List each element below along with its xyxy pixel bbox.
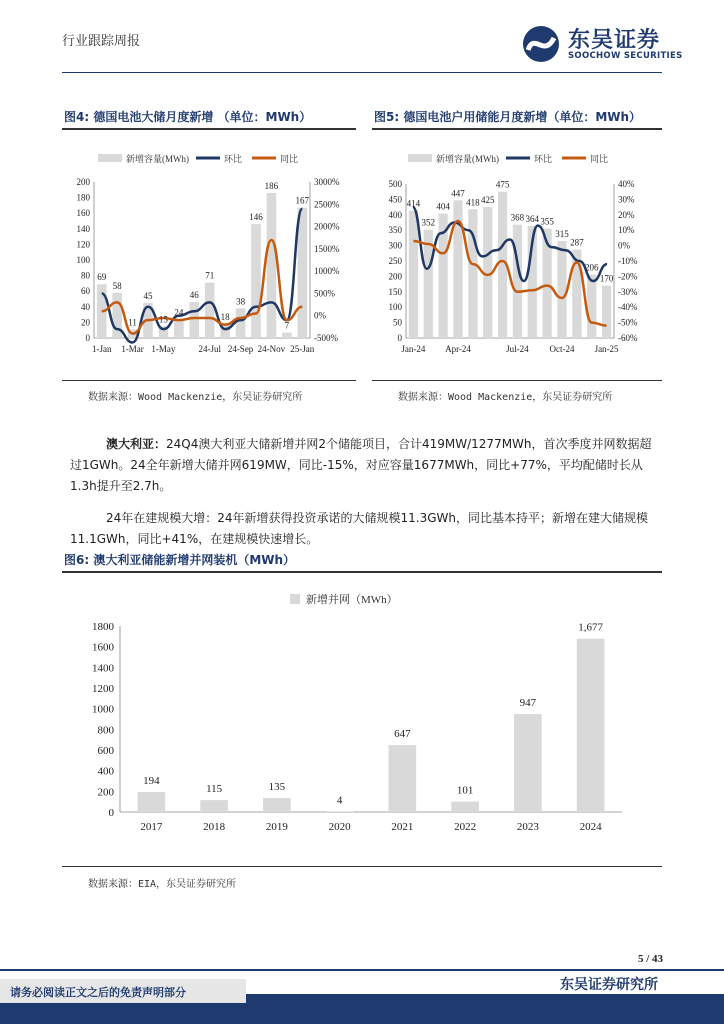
data-label: 404 [436, 201, 450, 212]
y-tick-left: 140 [76, 223, 90, 234]
fig4-source: 数据来源：Wood Mackenzie，东吴证券研究所 [88, 392, 303, 403]
fig6-title: 图6: 澳大利亚储能新增并网装机（MWh） [64, 553, 296, 567]
y-tick-right: 2500% [314, 199, 340, 210]
y-tick-left: 80 [81, 270, 90, 281]
data-label: 355 [540, 216, 554, 227]
data-label: 194 [143, 774, 160, 787]
bar [263, 798, 291, 812]
fig4-top-rule [62, 128, 356, 130]
x-tick-label: 2024 [579, 821, 602, 833]
y-tick-left: 500 [388, 179, 402, 189]
y-tick-right: 3000% [314, 177, 340, 187]
data-label: 46 [189, 290, 199, 301]
x-tick-label: 24-Nov [257, 344, 286, 354]
x-tick-label: 2020 [328, 821, 351, 833]
y-tick-right: 30% [618, 194, 635, 205]
data-label: 364 [525, 213, 540, 224]
data-label: 475 [495, 179, 510, 190]
y-tick: 1200 [92, 683, 114, 695]
y-tick-right: -10% [618, 256, 638, 266]
y-tick-left: 200 [388, 271, 402, 282]
legend-bar-swatch [98, 154, 122, 162]
bar [282, 333, 292, 338]
x-tick-label: Jan-24 [401, 344, 426, 354]
y-tick-right: -30% [618, 286, 638, 297]
footer-divider [0, 969, 724, 971]
bar [514, 714, 542, 812]
y-tick: 1400 [92, 662, 114, 675]
y-tick-right: 0% [618, 240, 630, 251]
data-label: 186 [264, 180, 279, 191]
fig5-chart [372, 140, 664, 360]
x-tick-label: 2017 [140, 821, 163, 833]
x-tick-label: 2018 [203, 821, 226, 833]
fig5-title: 图5: 德国电池户用储能月度新增（单位：MWh） [374, 110, 642, 124]
x-tick-label: 24-Sep [227, 344, 254, 354]
header-divider [62, 72, 662, 73]
data-label: 170 [599, 273, 614, 284]
x-tick-label: 2021 [391, 821, 414, 833]
y-tick: 200 [97, 786, 114, 799]
legend-mom-label: 环比 [224, 154, 243, 164]
bar [267, 193, 277, 338]
y-tick: 0 [108, 807, 114, 819]
data-label: 167 [295, 195, 310, 206]
footer-org: 东吴证券研究所 [560, 977, 658, 993]
y-tick-right: 2000% [314, 221, 340, 232]
data-label: 58 [112, 280, 122, 291]
x-tick-label: 25-Jan [290, 344, 315, 354]
x-tick-label: 2019 [265, 821, 288, 833]
data-label: 115 [206, 783, 223, 796]
data-label: 647 [394, 728, 411, 741]
bar [409, 210, 418, 338]
data-label: 1,677 [578, 621, 603, 634]
y-tick: 800 [97, 724, 114, 737]
legend-yoy-label: 同比 [590, 154, 609, 164]
x-tick-label: Jul-24 [506, 344, 529, 354]
legend-yoy-label: 同比 [280, 154, 299, 164]
y-tick-left: 350 [388, 225, 402, 236]
fig4-title: 图4: 德国电池大储月度新增 （单位：MWh） [64, 110, 312, 124]
bar [200, 800, 228, 812]
data-label: 368 [510, 212, 525, 223]
soochow-logo-icon [520, 24, 562, 64]
y-tick: 1000 [92, 703, 114, 716]
fig5-source: 数据来源：Wood Mackenzie，东吴证券研究所 [398, 392, 613, 403]
y-tick-right: -40% [618, 302, 638, 313]
footer-bar-left [0, 1003, 246, 1024]
fig4-chart [62, 140, 362, 360]
y-tick-left: 20 [81, 317, 90, 328]
y-tick-right: -20% [618, 271, 638, 282]
data-label: 18 [220, 311, 230, 322]
x-tick-label: Oct-24 [549, 344, 575, 354]
data-label: 101 [456, 784, 474, 797]
data-label: 425 [480, 195, 495, 206]
bar [190, 302, 200, 338]
y-tick-left: 60 [81, 286, 90, 297]
legend-bar-label: 新增容量(MWh) [126, 154, 189, 164]
y-tick-left: 200 [76, 177, 90, 187]
data-label: 71 [205, 270, 215, 281]
fig6-top-rule [62, 571, 662, 573]
fig6-chart [62, 580, 662, 840]
data-label: 7 [284, 320, 290, 331]
legend-label: 新增并网（MWh） [306, 594, 398, 606]
y-tick-left: 0 [85, 333, 90, 343]
fig6-source: 数据来源：EIA，东吴证券研究所 [88, 879, 237, 890]
data-label: 206 [584, 262, 599, 273]
data-label: 15 [158, 314, 168, 325]
x-tick-label: 1-May [151, 344, 176, 354]
bar [513, 225, 522, 338]
bar [138, 792, 166, 812]
legend-mom-label: 环比 [534, 154, 553, 164]
y-tick-left: 100 [388, 302, 402, 313]
bar [602, 286, 611, 338]
data-label: 135 [268, 781, 286, 794]
legend-bar-swatch [408, 154, 432, 162]
y-tick-left: 50 [393, 317, 402, 328]
data-label: 287 [570, 237, 584, 248]
fig6-bottom-rule [62, 866, 662, 867]
y-tick-right: 0% [314, 310, 326, 321]
y-tick-right: 40% [618, 179, 635, 189]
bar [205, 283, 215, 338]
y-tick: 1800 [92, 621, 114, 633]
x-tick-label: 1-Mar [121, 344, 144, 354]
paragraph-pipeline: 24年在建规模大增：24年新增获得投资承诺的大储规模11.3GWh，同比基本持平；新增在建大储规模11.1GWh，同比+41%，在建规模快速增长。 [70, 511, 649, 546]
y-tick-left: 250 [388, 256, 402, 266]
data-label: 45 [143, 290, 153, 301]
y-tick-right: 1000% [314, 266, 340, 277]
y-tick-left: 40 [81, 301, 90, 312]
bar [451, 802, 479, 812]
fig4-bottom-rule [62, 380, 356, 381]
bar [587, 275, 596, 338]
y-tick-left: 180 [76, 192, 90, 203]
data-label: 447 [451, 188, 465, 199]
bar [251, 224, 261, 338]
bar [174, 319, 184, 338]
y-tick: 1600 [92, 641, 114, 654]
footer-disclaimer: 请务必阅读正文之后的免责声明部分 [10, 986, 186, 999]
y-tick-right: 10% [618, 225, 635, 236]
y-tick-left: 0 [397, 333, 402, 343]
y-tick-left: 150 [388, 286, 402, 297]
data-label: 315 [555, 228, 569, 239]
bar [389, 745, 417, 812]
y-tick-right: -50% [618, 317, 638, 328]
data-label: 24 [174, 307, 184, 318]
bar [236, 308, 246, 338]
y-tick: 400 [97, 765, 114, 778]
y-tick-left: 160 [76, 208, 90, 219]
y-tick: 600 [97, 745, 114, 757]
bar [557, 241, 566, 338]
x-tick-label: Apr-24 [445, 344, 471, 354]
x-tick-label: Jan-25 [594, 344, 619, 354]
legend-swatch [290, 594, 300, 604]
y-tick-right: -500% [314, 333, 338, 343]
y-tick-left: 400 [388, 209, 402, 220]
brand-name-en: SOOCHOW SECURITIES [568, 51, 683, 61]
x-tick-label: 24-Jul [198, 344, 221, 354]
fig5-bottom-rule [372, 380, 662, 381]
y-tick-left: 450 [388, 194, 402, 205]
data-label: 11 [128, 317, 137, 328]
brand-name: 东吴证券 [568, 28, 661, 53]
paragraph-lead: 澳大利亚： [106, 437, 167, 451]
data-label: 69 [97, 272, 107, 283]
x-tick-label: 2022 [454, 821, 477, 833]
data-label: 414 [406, 198, 421, 209]
y-tick-right: 20% [618, 209, 635, 220]
y-tick-right: -60% [618, 333, 638, 343]
y-tick-right: 1500% [314, 243, 340, 254]
y-tick-left: 120 [76, 239, 90, 250]
legend-bar-label: 新增容量(MWh) [436, 154, 499, 164]
data-label: 352 [421, 217, 436, 228]
data-label: 947 [519, 697, 537, 710]
page-number: 5 / 43 [638, 953, 664, 965]
paragraph-body: 24Q4澳大利亚大储新增并网2个储能项目，合计419MW/1277MWh，首次季度并网数据超过1GWh。24全年新增大储并网619MW，同比-15%，对应容量1677MWh，同比+77%，平均配储时长从1.3h提升至2.7h。 [70, 437, 652, 493]
bar [468, 209, 477, 338]
y-tick-left: 300 [388, 240, 402, 251]
data-label: 418 [466, 197, 480, 208]
y-tick-left: 100 [76, 255, 90, 265]
bar [577, 639, 605, 812]
data-label: 146 [249, 212, 263, 223]
bar [298, 208, 308, 338]
x-tick-label: 2023 [516, 821, 539, 833]
data-label: 38 [236, 296, 246, 307]
fig5-top-rule [372, 128, 662, 130]
x-tick-label: 1-Jan [91, 344, 112, 354]
report-section-title: 行业跟踪周报 [62, 34, 141, 49]
footer-bar [246, 994, 724, 1024]
y-tick-right: 500% [314, 288, 335, 299]
data-label: 4 [336, 794, 343, 807]
paragraph-australia [70, 434, 662, 497]
